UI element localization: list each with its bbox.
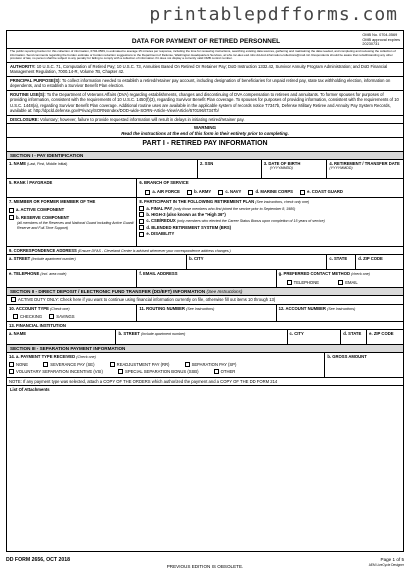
form-page (6, 30, 404, 552)
routine-uses-block (7, 91, 403, 116)
separation-note: NOTE: If any payment type was selected, attach a COPY OF THE ORDERS which authorized the payment and a COPY OF THE DD FORM 214 (9, 379, 278, 385)
account-number-field[interactable] (277, 305, 403, 321)
row-address-fields (7, 255, 403, 270)
checkbox-icon[interactable] (139, 206, 144, 211)
address-header (7, 247, 403, 254)
telephone-field[interactable] (7, 270, 137, 287)
row-active-duty (7, 296, 403, 305)
checkbox-icon[interactable] (49, 314, 54, 319)
contact-method-label: g. PREFERRED CONTACT METHOD (278, 271, 350, 277)
email-label: f. EMAIL ADDRESS (139, 271, 178, 277)
section-one-header: SECTION I - PAY IDENTIFICATION (7, 152, 403, 160)
state-field[interactable] (327, 255, 356, 269)
section-two-title: SECTION II - DIRECT DEPOSIT / ELECTRONIC FUND TRANSFER (DD/EFT) INFORMATION (10, 289, 206, 295)
address-hint: (Ensure DFAS - Cleveland Center is advised whenever your correspondence address changes.) (77, 249, 231, 254)
row-separation-note (7, 378, 403, 386)
row-fin-inst-header (7, 322, 403, 330)
checkbox-icon[interactable] (13, 314, 18, 319)
disclosure-text: Voluntary; however, failure to provide requested information will result in delays in initiating retired/retainer pay. (40, 116, 245, 122)
gross-amount-label: b. GROSS AMOUNT (327, 354, 367, 360)
row-address-header (7, 247, 403, 255)
checkbox-icon[interactable] (139, 225, 144, 230)
plan-hint: (See instructions, check only one) (255, 200, 310, 205)
checkbox-icon[interactable] (214, 369, 219, 374)
row-contact-fields (7, 270, 403, 288)
checkbox-icon[interactable] (338, 280, 343, 285)
fi-state-label: d. STATE (343, 331, 362, 337)
plan-label: 8. PARTICIPANT IN THE FOLLOWING RETIREMENT PLAN (139, 199, 255, 205)
routing-number-hint: (See Instructions) (186, 307, 215, 312)
ssn-field[interactable] (198, 160, 262, 178)
row-rank-branch (7, 179, 403, 198)
fi-name-field[interactable] (7, 330, 116, 344)
plan-option-disability[interactable]: e. DISABILITY (139, 231, 401, 236)
form-id: DD FORM 2656, OCT 2018 (6, 557, 71, 563)
branch-option-army[interactable]: b. ARMY (187, 189, 211, 194)
plan-option-high-3[interactable]: b. HIGH-3 (also known as the "High 36") (139, 212, 401, 217)
purpose-block (7, 77, 403, 91)
warning-text: Read the instructions at the end of this form in their entirety prior to completing. (121, 130, 289, 136)
city-label: b. CITY (189, 256, 204, 262)
page-number: Page 1 of 5 (380, 557, 404, 562)
plan-option-csb-redux[interactable]: c. CSB/REDUX (only members who elected the Career Status Bonus upon completion of 15 years of service) (139, 218, 401, 223)
payment-option-readjustment[interactable]: READJUSTMENT PAY (RR) (110, 362, 170, 367)
checkbox-icon[interactable] (287, 280, 292, 285)
watermark-text: printablepdfforms.com (149, 4, 398, 25)
burden-statement: The public reporting burden for this collection of information, 0704-0569, is estimated to average 15 minutes per response, including the time for reviewing instructions, searching existing data sources, gathering and maintaining the data needed, and completing and reviewing the collection of information. Send comments regarding the burden estimate or burden reduction suggestions to the Department of Defense, Washington Headquarters Services, at whs.mc-alex.esd.mbx.dd-dod-information-collections@mail.mil. Respondents should be aware that notwithstanding any other provision of law, no person shall be subject to any penalty for failing to comply with a collection of information if it does not display a currently valid OMB control number. (7, 49, 403, 63)
purpose-text: To collect information needed to establish a retired/retainer pay account, including designation of beneficiaries for unpaid retired pay, state tax withholding election, information on dependents, and to establish a Survivor Benefit Plan election. (10, 77, 391, 89)
checkbox-icon[interactable] (118, 369, 123, 374)
form-footer (6, 555, 404, 575)
account-option-savings[interactable]: SAVINGS (49, 314, 74, 319)
authority-label: AUTHORITY: (10, 64, 36, 69)
checkbox-icon[interactable] (9, 208, 14, 213)
disclosure-block (7, 116, 403, 124)
contact-option-email[interactable]: EMAIL (338, 280, 358, 285)
branch-label: 6. BRANCH OF SERVICE (139, 180, 189, 186)
row-account-info (7, 305, 403, 322)
member-note: (all members of the Reserves and National Guard including Active Guard/ Reserve and Full-Time Support) (17, 221, 134, 230)
checkbox-icon[interactable] (139, 219, 144, 224)
omb-number: OMB No. 0704-0569 (362, 33, 398, 37)
member-component-field (7, 198, 137, 246)
omb-expires-date: 20230731 (362, 42, 380, 47)
checkbox-icon[interactable] (139, 232, 144, 237)
warning-title: WARNING (193, 125, 217, 131)
fi-city-field[interactable] (288, 330, 342, 344)
form-header (7, 31, 403, 49)
checkbox-icon[interactable] (187, 190, 192, 195)
address-label: 9. CORRESPONDENCE ADDRESS (9, 248, 77, 254)
payment-type-hint: (Check one) (76, 355, 96, 360)
payment-option-none[interactable]: NONE (9, 362, 28, 367)
account-number-hint: (See Instructions) (327, 307, 356, 312)
branch-option-coast-guard[interactable]: e. COAST GUARD (300, 189, 343, 194)
dob-label: 3. DATE OF BIRTH (263, 161, 301, 167)
section-three-header: SECTION III - SEPARATION PAYMENT INFORMATION (7, 345, 403, 353)
city-field[interactable] (187, 255, 327, 269)
member-option-reserve[interactable]: b. RESERVE COMPONENT (9, 215, 69, 220)
retirement-date-label: 4. RETIREMENT / TRANSFER DATE (329, 161, 400, 167)
dob-hint: (YYYYMMDD) (269, 166, 293, 171)
checkbox-icon[interactable] (300, 190, 305, 195)
fi-name-label: a. NAME (9, 331, 26, 337)
retirement-plan-field (137, 198, 403, 246)
fi-zip-field[interactable] (367, 330, 403, 344)
active-duty-option[interactable] (7, 296, 403, 304)
routine-text: To the Department of Veterans Affairs (DVA) regarding establishments, changes and discontinuing of DVA compensation to retirees and annuitants. To former spouses for purposes of providing information, consistent with the requirements of 10 U.S.C. 1450(f)(3), regarding Survivor Benefit Plan coverage. To spouses for purposes of providing information, consistent with the requirements of 10 U.S.C. 1448(a), regarding Survivor Benefit Plan coverage. Additional routine uses are available in the applicable system of records notice T7347b, Defense Military Retiree and Annuity Pay System Records, available at: http://dpcld.defense.gov/Privacy/SORNsIndex/DOD-wide-SORN-Article-View/Article/570196/t7347b/ (10, 91, 399, 114)
retirement-date-field[interactable] (327, 160, 403, 178)
checkbox-icon[interactable] (218, 190, 223, 195)
row-member-plan (7, 198, 403, 247)
member-label: 7. MEMBER OR FORMER MEMBER OF THE (9, 199, 96, 205)
dob-field[interactable] (262, 160, 328, 178)
fi-street-field[interactable] (116, 330, 287, 344)
retirement-date-hint: (YYYYMMDD) (329, 166, 353, 171)
section-two-header (7, 288, 403, 296)
financial-institution-header (7, 322, 403, 329)
name-label: 1. NAME (9, 161, 26, 167)
payment-type-label: 14. a. PAYMENT TYPE RECEIVED (9, 354, 76, 360)
branch-option-navy[interactable]: c. NAVY (218, 189, 241, 194)
branch-option-air-force[interactable]: a. AIR FORCE (145, 189, 180, 194)
account-option-checking[interactable]: CHECKING (13, 314, 42, 319)
branch-options (139, 189, 401, 194)
checkbox-icon[interactable] (43, 362, 48, 367)
routine-label: ROUTINE USE(S): (10, 91, 46, 97)
branch-field (137, 179, 403, 197)
row-fin-inst-fields (7, 330, 403, 345)
zip-field[interactable] (356, 255, 403, 269)
fi-city-label: c. CITY (289, 331, 304, 337)
section-two-hint: (See Instructions) (206, 289, 243, 295)
state-label: c. STATE (329, 256, 348, 262)
checkbox-icon[interactable] (185, 362, 190, 367)
checkbox-icon[interactable] (9, 362, 14, 367)
member-option-active[interactable]: a. ACTIVE COMPONENT (9, 207, 64, 212)
routing-number-field[interactable] (137, 305, 276, 321)
obsolete-notice: PREVIOUS EDITION IS OBSOLETE. (166, 564, 244, 569)
row-separation-payment (7, 353, 403, 378)
warning-box (7, 124, 403, 138)
fi-street-hint: (Include apartment number) (141, 332, 186, 337)
fi-street-label: b. STREET (118, 331, 140, 337)
checkbox-icon[interactable] (248, 190, 253, 195)
routing-number-label: 11. ROUTING NUMBER (139, 306, 185, 312)
gross-amount-field[interactable] (325, 353, 403, 377)
active-duty-text: ACTIVE DUTY ONLY: Check here if you want to continue using financial information currently on file, otherwise fill out items 10 through 13) (18, 297, 276, 303)
plan-option-final-pay[interactable]: a. FINAL PAY (only those members who first joined the service prior to September 8, 1980) (139, 206, 401, 211)
payment-option-ssb[interactable]: SPECIAL SEPARATION BONUS (SSB) (118, 369, 198, 374)
email-field[interactable] (137, 270, 276, 287)
payment-option-separation[interactable]: SEPARATION PAY (SP) (185, 362, 237, 367)
zip-label: d. ZIP CODE (358, 256, 383, 262)
name-field[interactable] (7, 160, 198, 178)
checkbox-icon[interactable] (145, 190, 150, 195)
attachments-label: List Of Attachments (10, 387, 50, 393)
account-type-field (7, 305, 137, 321)
checkbox-icon[interactable] (139, 212, 144, 217)
omb-expires-label: OMB approval expires (362, 37, 400, 42)
street-field[interactable] (7, 255, 187, 269)
checkbox-icon[interactable] (11, 297, 16, 302)
payment-option-vsi[interactable]: VOLUNTARY SEPARATION INCENTIVE (VSI) (9, 369, 103, 374)
form-title: DATA FOR PAYMENT OF RETIRED PERSONNEL (131, 38, 281, 45)
account-number-label: 12. ACCOUNT NUMBER (278, 306, 326, 312)
fi-zip-label: e. ZIP CODE (369, 331, 394, 337)
checkbox-icon[interactable] (110, 362, 115, 367)
checkbox-icon[interactable] (9, 215, 14, 220)
financial-institution-label: 13. FINANCIAL INSTITUTION (9, 323, 66, 329)
contact-method-field (277, 270, 403, 287)
row-name-ssn-dates (7, 160, 403, 179)
rank-label: 5. RANK / PAYGRADE (9, 180, 53, 186)
fi-state-field[interactable] (341, 330, 367, 344)
authority-text: 10 U.S.C. 71, Computation of Retired Pay; 10 U.S.C. 73, Annuities Based On Retired Or Retainer Pay; DoD Instruction 1332.42, Survivor Annuity Program Administration; and DoD Financial Management Regulation, 7000.14-R, Volume 7B, Chapter 42. (10, 64, 388, 75)
payment-option-severance[interactable]: SEVERANCE PAY (SE) (43, 362, 94, 367)
authority-block (7, 63, 403, 77)
disclosure-label: DISCLOSURE: (10, 116, 39, 122)
contact-option-telephone[interactable]: TELEPHONE (287, 280, 319, 285)
purpose-label: PRINCIPAL PURPOSE(S): (10, 77, 61, 83)
ssn-label: 2. SSN (200, 161, 214, 167)
checkbox-icon[interactable] (9, 369, 14, 374)
account-type-hint: (Check one) (50, 307, 70, 312)
payment-type-field (7, 353, 325, 377)
plan-option-brs[interactable]: d. BLENDED RETIREMENT SYSTEM (BRS) (139, 225, 401, 230)
part-one-title: PART I - RETIRED PAY INFORMATION (7, 138, 403, 152)
payment-option-other[interactable]: OTHER (214, 369, 236, 374)
contact-method-hint: (check one) (351, 272, 370, 277)
attachments-field[interactable] (7, 386, 403, 393)
street-label: a. STREET (9, 256, 31, 262)
account-type-label: 10. ACCOUNT TYPE (9, 306, 49, 312)
rank-field[interactable] (7, 179, 137, 197)
telephone-label: e. TELEPHONE (9, 271, 40, 277)
street-hint: (Include apartment number) (31, 257, 76, 262)
designer-credit: AEM LiveCycle Designer (368, 563, 404, 567)
name-hint: (Last, First, Middle Initial) (27, 162, 68, 167)
telephone-hint: (Incl. area code) (40, 272, 67, 277)
branch-option-marine-corps[interactable]: d. MARINE CORPS (248, 189, 292, 194)
omb-info (362, 33, 400, 47)
